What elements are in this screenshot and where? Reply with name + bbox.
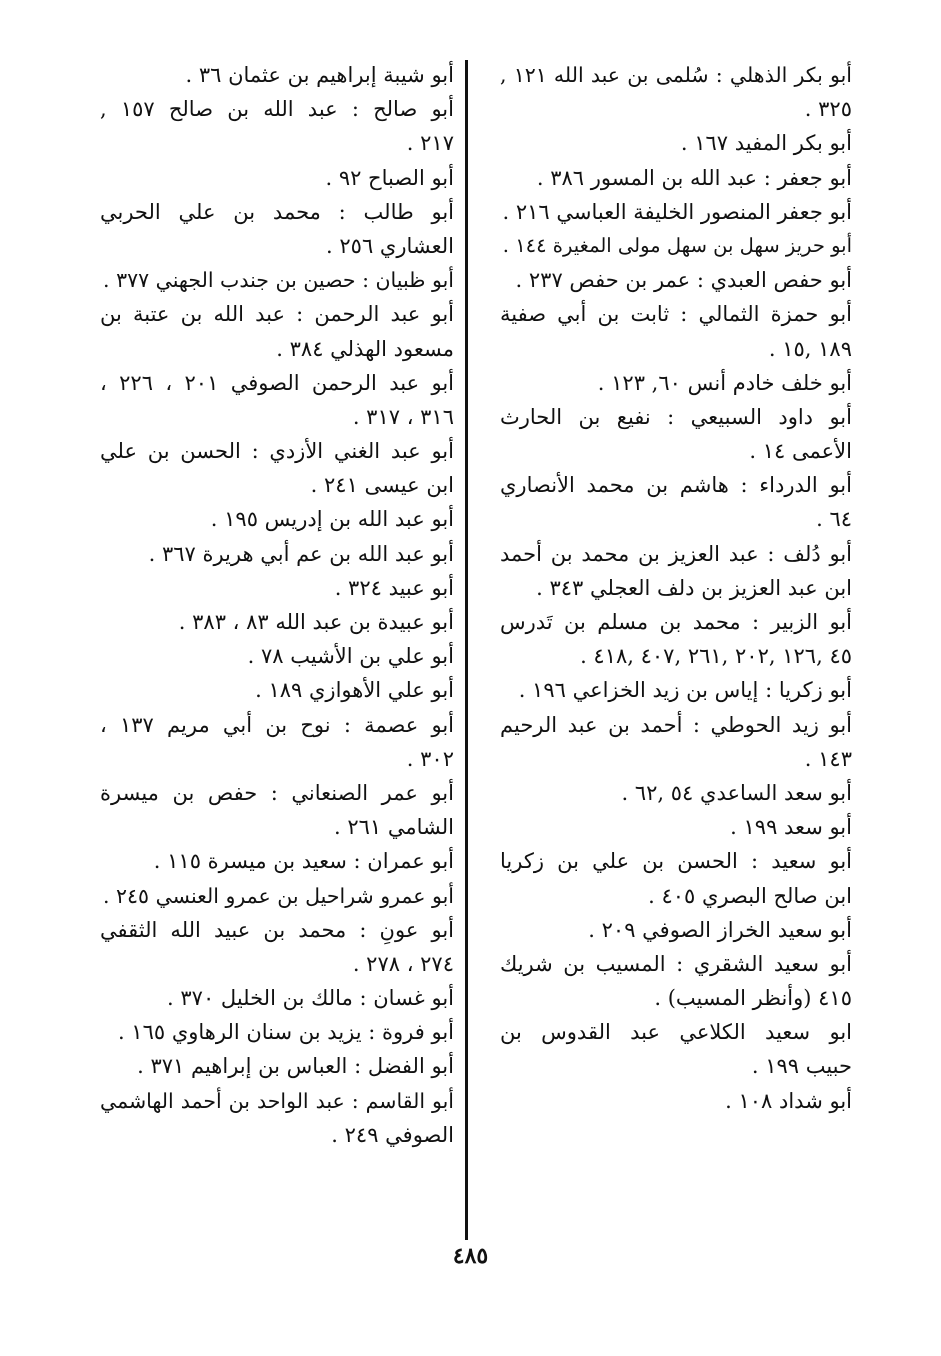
index-line: أبو عبيدة بن عبد الله ٨٣ ، ٣٨٣ . [178, 610, 454, 634]
index-line: ٢٧٤ ، ٢٧٨ . [352, 951, 454, 976]
index-line: ابن صالح البصري ٤٠٥ . [648, 883, 852, 908]
index-line: أبو ظبيان : حصين بن جندب الجهني ٣٧٧ . [103, 268, 454, 293]
index-line: أبو سعيد الخراز الصوفي ٢٠٩ . [588, 917, 852, 942]
index-line: أبو داود السبيعي : نفيع بن الحارث [500, 404, 852, 429]
index-line: أبو شيبة إبراهيم بن عثمان ٣٦ . [185, 63, 454, 87]
index-line: أبو عبد الله بن إدريس ١٩٥ . [210, 507, 454, 532]
index-line: أبو علي الأهوازي ١٨٩ . [255, 678, 454, 703]
index-line: أبو عمر الصنعاني : حفص بن ميسرة [100, 780, 454, 805]
index-line: أبو سعد ١٩٩ . [730, 815, 852, 840]
index-line: حبيب ١٩٩ . [751, 1054, 852, 1079]
index-line: أبو خلف خادم أنس ٦٠, ١٢٣ . [597, 370, 852, 395]
index-line: أبو بكر المفيد ١٦٧ . [680, 131, 852, 156]
index-line: أبو جعفر المنصور الخليفة العباسي ٢١٦ . [502, 199, 852, 224]
index-line: ١٤٣ . [804, 746, 852, 771]
index-line: أبو عونِ : محمد بن عبيد الله الثقفي [100, 917, 454, 942]
index-line: أبو عبد الله بن عم أبي هريرة ٣٦٧ . [148, 541, 454, 566]
index-line: الأعمى ١٤ . [749, 439, 852, 464]
index-line: أبو جعفر : عبد الله بن المسور ٣٨٦ . [536, 165, 852, 190]
index-line: أبو سعيد الشقري : المسيب بن شريك [500, 951, 852, 976]
index-line: أبو عمران : سعيد بن ميسرة ١١٥ . [153, 849, 454, 874]
index-line: أبو صالح : عبد الله بن صالح ١٥٧ , [100, 97, 454, 122]
index-line: أبو شداد ١٠٨ . [725, 1088, 852, 1113]
index-line: مسعود الهذلي ٣٨٤ . [276, 336, 454, 361]
index-line: أبو بكر الذهلي : سُلمى بن عبد الله ١٢١ , [500, 63, 852, 87]
index-line: ٣١٦ ، ٣١٧ . [352, 404, 454, 429]
index-line: ابن عبد العزيز بن دلف العجلي ٣٤٣ . [536, 575, 852, 600]
index-line: أبو حريز سهل بن سهل مولى المغيرة ١٤٤ . [502, 233, 852, 257]
index-line: أبو غسان : مالك بن الخليل ٣٧٠ . [167, 986, 454, 1011]
index-line: ٤١٥ (وأنظر المسيب) . [654, 986, 852, 1011]
index-line: أبو عمرو شراحيل بن عمرو العنسي ٢٤٥ . [102, 883, 454, 908]
index-line: العشاري ٢٥٦ . [326, 233, 454, 258]
index-line: ابو سعيد الكلاعي عبد القدوس بن [500, 1020, 852, 1045]
index-line: أبو حفص العبدي : عمر بن حفص ٢٣٧ . [515, 268, 852, 293]
index-line: أبو القاسم : عبد الواحد بن أحمد الهاشمي [100, 1088, 454, 1113]
index-line: أبو حمزة الثمالي : ثابت بن أبي صفية [500, 302, 852, 327]
index-line: ٣٠٢ . [406, 746, 454, 771]
index-line: أبو زيد الحوطي : أحمد بن عبد الرحيم [500, 712, 852, 737]
index-line: الشامي ٢٦١ . [334, 815, 454, 840]
index-line: ٣٢٥ . [804, 97, 852, 122]
index-line: الصوفي ٢٤٩ . [331, 1122, 454, 1147]
column-divider [465, 60, 468, 1240]
page-number: ٤٨٥ [452, 1243, 489, 1269]
index-line: أبو عبد الرحمن : عبد الله بن عتبة بن [100, 302, 454, 327]
index-line: أبو علي بن الأشيب ٧٨ . [247, 644, 454, 669]
index-line: أبو عصمة : نوح بن أبي مريم ١٣٧ ، [100, 712, 454, 737]
index-line: ابن عيسى ٢٤١ . [310, 473, 454, 498]
index-line: أبو طالب : محمد بن علي الحربي [100, 199, 454, 224]
left-index-column [100, 58, 454, 1152]
index-line: أبو فروة : يزيد بن سنان الرهاوي ١٦٥ . [117, 1020, 454, 1045]
index-line: ١٨٩ ,١٥ . [768, 336, 852, 361]
index-line: ٤٥ ,١٢٦ ,٢٠٢ ,٢٦١ ,٤٠٧ ,٤١٨ . [580, 644, 852, 669]
index-line: أبو عبد الغني الأزدي : الحسن بن علي [100, 439, 454, 464]
index-line: أبو سعيد : الحسن بن علي بن زكريا [500, 849, 852, 874]
index-line: أبو الفضل : العباس بن إبراهيم ٣٧١ . [137, 1054, 454, 1079]
index-line: أبو الصباح ٩٢ . [325, 165, 454, 190]
index-line: أبو الدرداء : هاشم بن محمد الأنصاري [500, 473, 852, 498]
index-line: ٦٤ . [816, 507, 852, 532]
index-line: أبو عبيد ٣٢٤ . [334, 575, 454, 600]
index-line: ٢١٧ . [406, 131, 454, 156]
index-line: أبو سعد الساعدي ٥٤ ,٦٢ . [621, 780, 852, 805]
index-line: أبو عبد الرحمن الصوفي ٢٠١ ، ٢٢٦ ، [100, 370, 454, 395]
index-line: أبو زكريا : إياس بن زيد الخزاعي ١٩٦ . [518, 678, 852, 703]
index-line: أبو الزبير : محمد بن مسلم بن تَدرس [500, 610, 852, 634]
right-index-column [500, 58, 852, 1118]
index-line: أبو دُلف : عبد العزيز بن محمد بن أحمد [500, 541, 852, 566]
